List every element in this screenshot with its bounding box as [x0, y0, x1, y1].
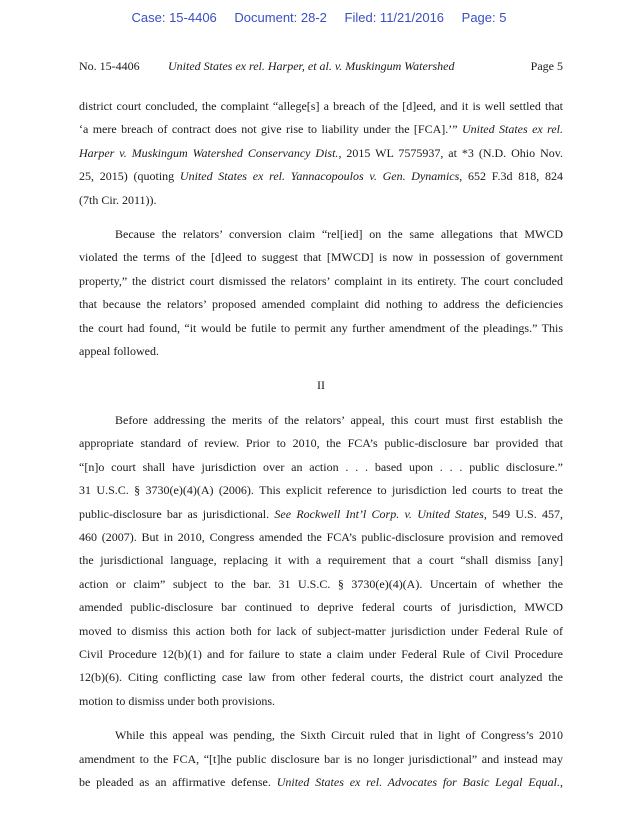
text-run: appeal followed.	[79, 344, 159, 359]
text-run: that because the relators’ proposed amended complaint did nothing to address the deficiencies	[79, 297, 563, 312]
paragraph	[79, 223, 563, 363]
text-line	[79, 293, 563, 316]
paragraph	[79, 724, 563, 794]
text-line	[79, 596, 563, 619]
stamp-case: Case: 15-4406	[131, 10, 217, 25]
text-line	[79, 246, 563, 269]
citation-italic: See Rockwell Int’l Corp. v. United States	[274, 506, 484, 521]
text-run: amendment to the FCA, “[t]he public disclosure bar is no longer jurisdictional” and instead may	[79, 751, 563, 766]
text-line	[79, 573, 563, 596]
text-line	[79, 690, 563, 713]
text-run: Because the relators’ conversion claim “rel[ied] on the same allegations that MWCD	[115, 227, 563, 242]
paragraph	[79, 409, 563, 713]
text-run: 31 U.S.C. § 3730(e)(4)(A) (2006). This explicit reference to jurisdiction led courts to treat the	[79, 483, 563, 498]
text-line	[79, 432, 563, 455]
text-run: 12(b)(6). Citing conflicting case law from other federal courts, the district court analyzed the	[79, 670, 563, 685]
text-run: property,” the district court dismissed the relators’ complaint in its entirety. The court concluded	[79, 273, 563, 288]
text-line	[79, 409, 563, 432]
text-run: 25, 2015) (quoting	[79, 169, 180, 184]
paragraph	[79, 95, 563, 212]
text-line	[79, 724, 563, 747]
text-line	[79, 223, 563, 246]
document-body	[79, 95, 563, 794]
text-line	[79, 340, 563, 363]
text-run: , 2015 WL 7575937, at *3 (N.D. Ohio Nov.	[338, 145, 563, 160]
text-line	[79, 771, 563, 794]
text-line	[79, 620, 563, 643]
text-run: Civil Procedure 12(b)(1) and for failure to state a claim under Federal Rule of Civil Procedure	[79, 646, 563, 661]
text-run: amended public-disclosure bar continued to deprive federal courts of jurisdiction, MWCD	[79, 600, 563, 615]
citation-italic: United States ex rel.	[461, 122, 563, 137]
text-line	[79, 317, 563, 340]
text-line	[79, 456, 563, 479]
case-number: No. 15-4406	[79, 59, 140, 73]
text-run: ‘a mere breach of contract does not give rise to liability under the [FCA].’”	[79, 122, 462, 137]
text-line	[79, 142, 563, 165]
text-run: While this appeal was pending, the Sixth Circuit ruled that in light of Congress’s 2010	[115, 728, 563, 743]
text-line	[79, 549, 563, 572]
text-line	[79, 666, 563, 689]
citation-italic: United States ex rel. Advocates for Basic Legal Equal.	[276, 774, 560, 789]
stamp-page: Page: 5	[461, 10, 507, 25]
text-run: , 549 U.S. 457,	[483, 506, 563, 521]
text-run: action or claim” subject to the bar. 31 U.S.C. § 3730(e)(4)(A). Uncertain of whether the	[79, 576, 563, 591]
citation-italic: United States ex rel. Yannacopoulos v. Gen. Dynamics	[179, 169, 460, 184]
text-line	[79, 95, 563, 118]
stamp-filed: Filed: 11/21/2016	[344, 10, 445, 25]
text-line	[79, 270, 563, 293]
text-run: Before addressing the merits of the relators’ appeal, this court must first establish the	[115, 412, 563, 427]
text-run: ,	[560, 774, 563, 789]
text-line	[79, 748, 563, 771]
page-number: Page 5	[530, 59, 563, 73]
text-run: appropriate standard of review. Prior to 2010, the FCA’s public-disclosure bar provided that	[79, 436, 563, 451]
text-run: the jurisdictional language, replacing it with a requirement that a court “shall dismiss [any]	[79, 553, 563, 568]
text-run: district court concluded, the complaint “allege[s] a breach of the [d]eed, and it is well settled that	[79, 99, 563, 113]
text-line	[79, 643, 563, 666]
text-line	[79, 189, 563, 212]
text-run: “[n]o court shall have jurisdiction over an action . . . based upon . . . public disclosure.”	[79, 459, 563, 474]
text-line	[79, 479, 563, 502]
section-heading: II	[317, 378, 325, 393]
text-run: (7th Cir. 2011)).	[79, 192, 157, 207]
text-run: , 652 F.3d 818, 824	[459, 169, 563, 184]
stamp-document: Document: 28-2	[234, 10, 327, 25]
court-filing-stamp	[0, 10, 638, 25]
text-line	[79, 165, 563, 188]
text-run: public-disclosure bar as jurisdictional.	[79, 506, 275, 521]
citation-italic: Harper v. Muskingum Watershed Conservancy Dist.	[79, 145, 339, 160]
text-run: moved to dismiss this action both for lack of subject-matter jurisdiction under Federal Rule of	[79, 623, 563, 638]
text-run: 460 (2007). But in 2010, Congress amended the FCA’s public-disclosure provision and removed	[79, 529, 563, 544]
text-line	[79, 503, 563, 526]
text-line	[79, 526, 563, 549]
text-run: the court had found, “it would be futile to permit any further amendment of the pleadings.” This	[79, 320, 563, 335]
text-run: violated the terms of the [d]eed to suggest that [MWCD] is now in possession of government	[79, 250, 563, 265]
text-run: be pleaded as an affirmative defense.	[79, 774, 277, 789]
case-title: United States ex rel. Harper, et al. v. Muskingum Watershed	[168, 59, 455, 73]
text-run: motion to dismiss under both provisions.	[79, 693, 276, 708]
text-line	[79, 118, 563, 141]
